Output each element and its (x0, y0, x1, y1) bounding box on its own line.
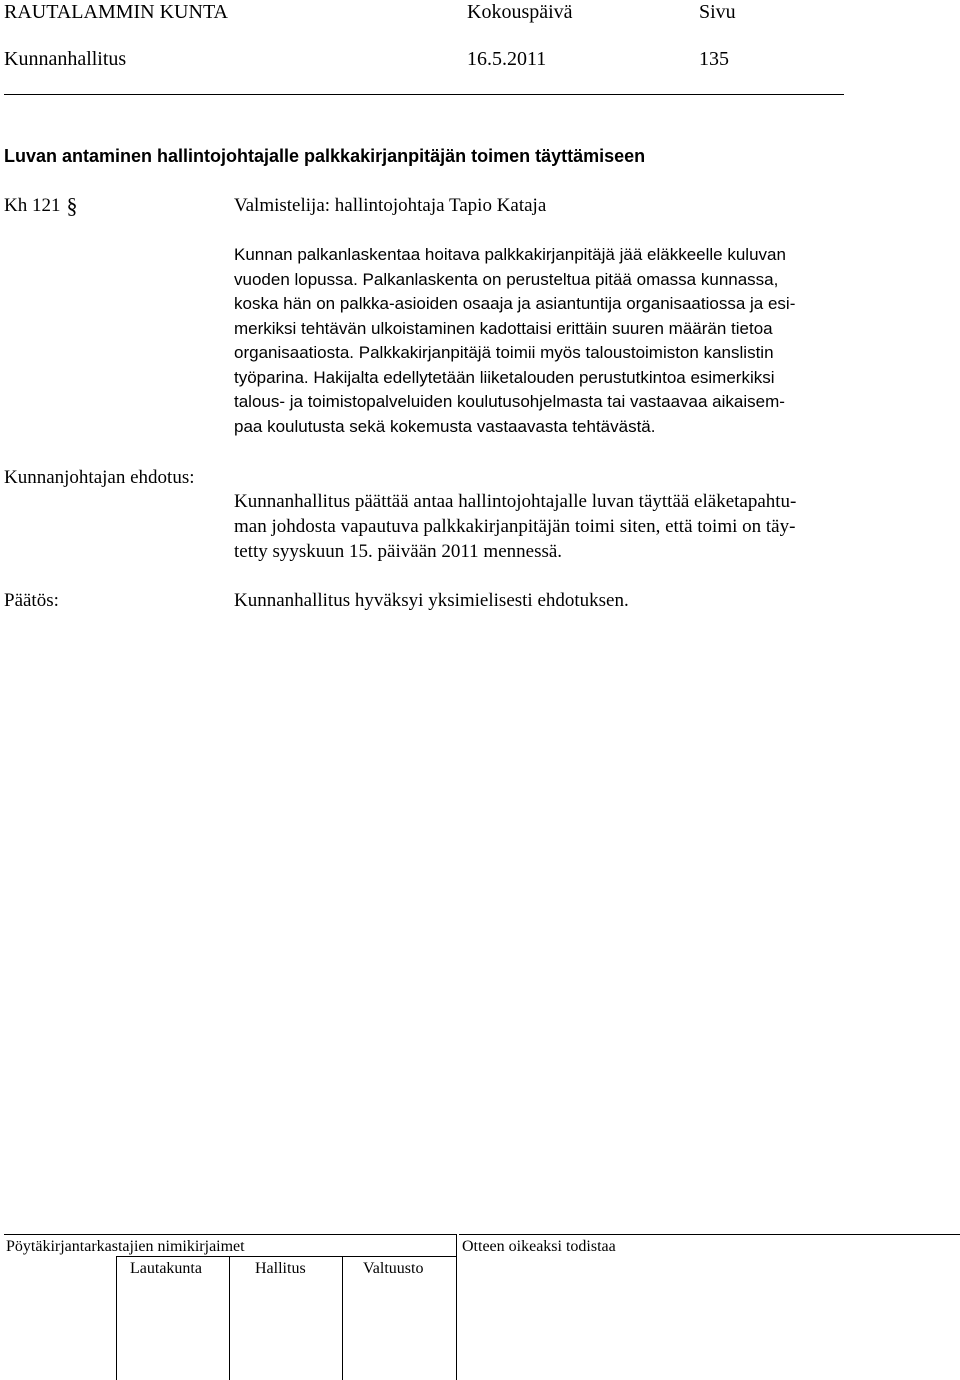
meeting-date-label: Kokouspäivä (467, 1, 573, 23)
body-name: Kunnanhallitus (4, 48, 127, 70)
reviewers-label: Pöytäkirjantarkastajien nimikirjaimet (6, 1238, 245, 1255)
footer-divider (456, 1234, 457, 1380)
footer-col-line-1 (116, 1256, 117, 1380)
footer-column-lautakunta: Lautakunta (130, 1260, 202, 1277)
paragraph-line: vuoden lopussa. Palkanlaskenta on perusteltua pitää omassa kunnassa, (234, 269, 779, 289)
decision-label: Päätös: (4, 590, 59, 611)
municipality-name: RAUTALAMMIN KUNTA (4, 1, 229, 23)
footer-column-hallitus: Hallitus (255, 1260, 306, 1277)
paragraph-line: tetty syyskuun 15. päivään 2011 mennessä. (234, 541, 563, 562)
footer-rule-left (4, 1234, 456, 1235)
page-number: 135 (699, 48, 729, 70)
background-paragraph (234, 243, 874, 439)
paragraph-line: merkiksi tehtävän ulkoistaminen kadottaisi erittäin suuren määrän tietoa (234, 318, 773, 338)
paragraph-line: koska hän on palkka-asioiden osaaja ja asiantuntija organisaatiossa ja esi- (234, 294, 796, 313)
document-title: Luvan antaminen hallintojohtajalle palkkakirjanpitäjän toimen täyttämiseen (4, 146, 646, 166)
preparer: Valmistelija: hallintojohtaja Tapio Kataja (234, 195, 547, 216)
paragraph-line: Kunnanhallitus päättää antaa hallintojohtajalle luvan täyttää eläketapahtu- (234, 491, 797, 512)
paragraph-line: Kunnan palkanlaskentaa hoitava palkkakirjanpitäjä jää eläkkeelle kuluvan (234, 245, 786, 264)
decision-text: Kunnanhallitus hyväksyi yksimielisesti ehdotuksen. (234, 590, 629, 611)
page-label: Sivu (699, 1, 736, 23)
section-number-row (4, 194, 77, 218)
footer-col-line-3 (342, 1256, 343, 1380)
paragraph-line: työparina. Hakijalta edellytetään liiketalouden perustutkintoa esimerkiksi (234, 367, 775, 387)
paragraph-line: organisaatiosta. Palkkakirjanpitäjä toimii myös taloustoimiston kanslistin (234, 343, 774, 362)
section-symbol: § (66, 193, 78, 218)
footer-col-line-2 (229, 1256, 230, 1380)
paragraph-line: talous- ja toimistopalveluiden koulutusohjelmasta tai vastaavaa aikaisem- (234, 392, 785, 411)
footer-rule-right (459, 1234, 960, 1235)
header-rule (4, 94, 844, 95)
paragraph-line: man johdosta vapautuva palkkakirjanpitäjän toimi siten, että toimi on täy- (234, 516, 796, 537)
proposal-paragraph (234, 489, 874, 564)
footer-column-valtuusto: Valtuusto (363, 1260, 424, 1277)
certified-label: Otteen oikeaksi todistaa (462, 1238, 616, 1255)
meeting-date: 16.5.2011 (467, 48, 547, 70)
section-number: Kh 121 (4, 195, 61, 216)
paragraph-line: paa koulutusta sekä kokemusta vastaavasta tehtävästä. (234, 416, 656, 436)
proposal-label: Kunnanjohtajan ehdotus: (4, 467, 195, 488)
